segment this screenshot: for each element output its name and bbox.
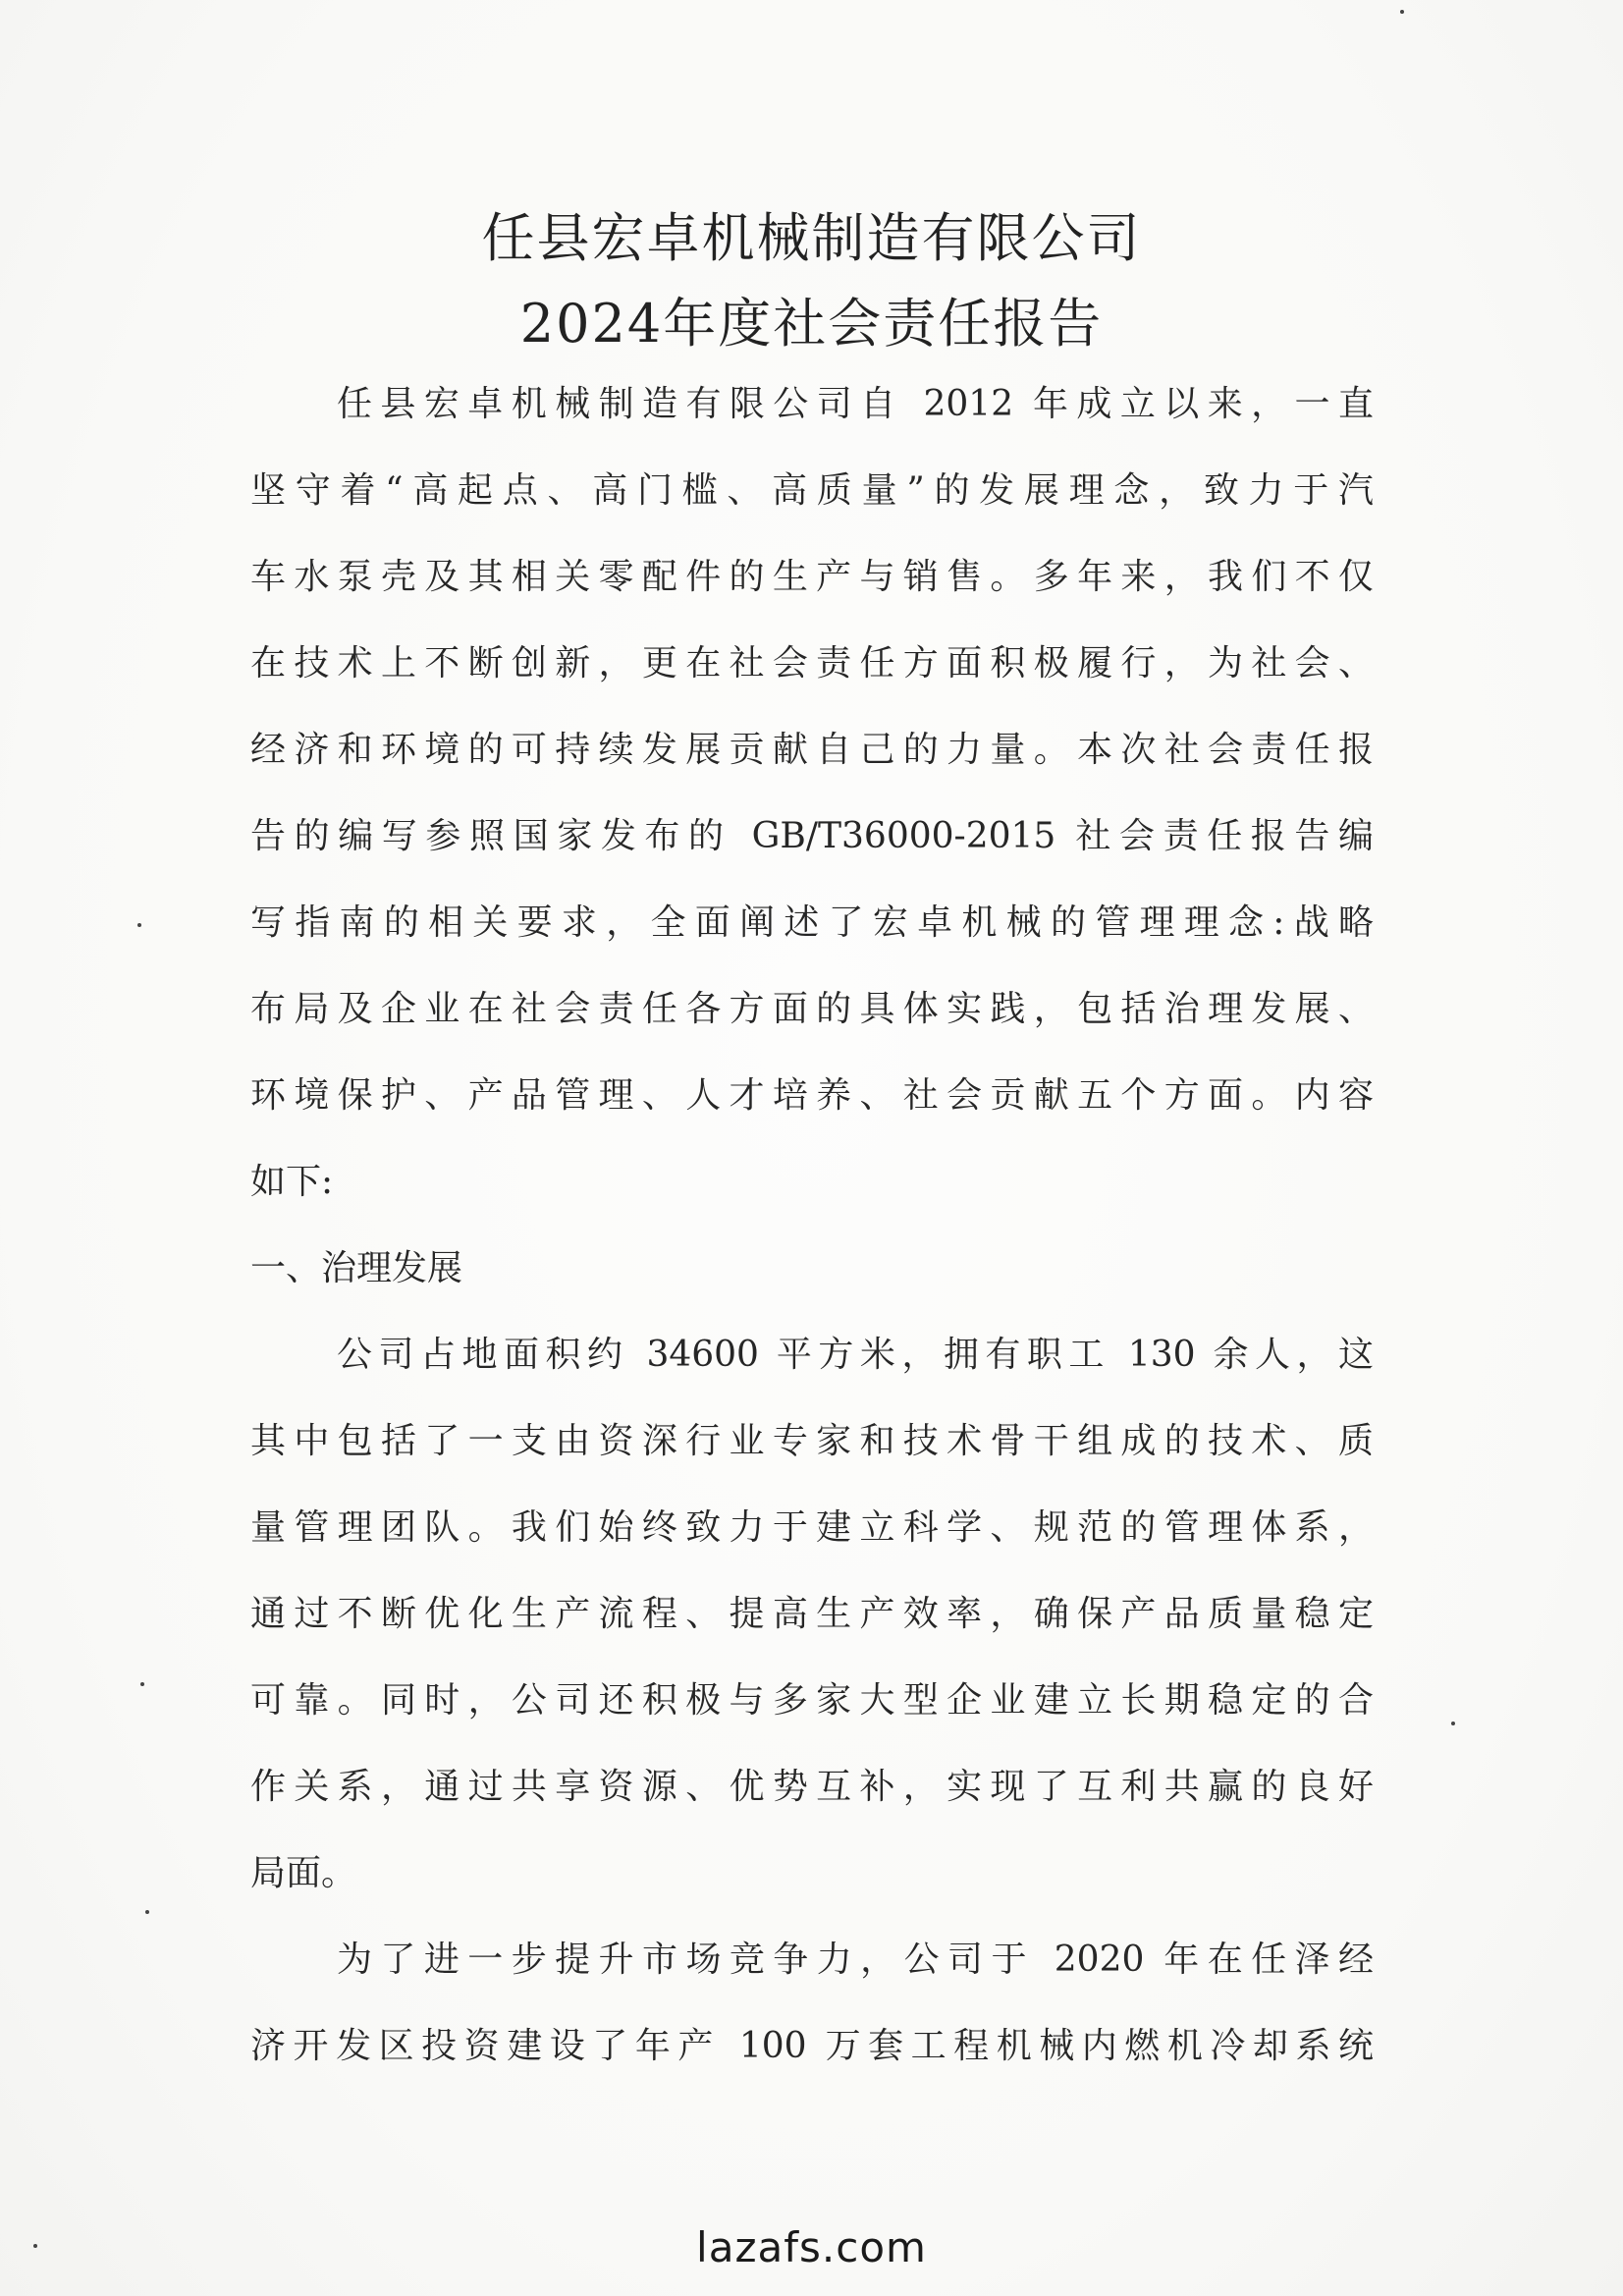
site-watermark: lazafs.com xyxy=(696,2223,927,2271)
body-line: 写指南的相关要求，全面阐述了宏卓机械的管理理念:战略 xyxy=(250,902,1374,943)
body-line: 布局及企业在社会责任各方面的具体实践，包括治理发展、 xyxy=(250,989,1374,1029)
report-title-company: 任县宏卓机械制造有限公司 xyxy=(481,207,1142,269)
scan-speck xyxy=(1451,1722,1455,1725)
body-line: 量管理团队。我们始终致力于建立科学、规范的管理体系， xyxy=(250,1507,1374,1548)
scan-speck xyxy=(145,1910,149,1914)
section-heading: 一、治理发展 xyxy=(250,1248,463,1288)
body-line: 如下: xyxy=(250,1162,334,1202)
scan-speck xyxy=(137,923,141,927)
body-line: 作关系，通过共享资源、优势互补，实现了互利共赢的良好 xyxy=(250,1767,1374,1807)
body-line: 济开发区投资建设了年产 100 万套工程机械内燃机冷却系统 xyxy=(250,2026,1374,2066)
body-line: 坚守着“高起点、高门槛、高质量”的发展理念，致力于汽 xyxy=(250,470,1374,511)
body-line: 告的编写参照国家发布的 GB/T36000-2015 社会责任报告编 xyxy=(250,816,1374,856)
body-line: 车水泵壳及其相关零配件的生产与销售。多年来，我们不仅 xyxy=(250,557,1374,597)
body-line: 可靠。同时，公司还积极与多家大型企业建立长期稳定的合 xyxy=(250,1680,1374,1721)
body-line: 局面。 xyxy=(250,1853,357,1893)
report-title-year: 2024年度社会责任报告 xyxy=(519,293,1104,355)
body-line: 任县宏卓机械制造有限公司自 2012 年成立以来，一直 xyxy=(337,384,1374,424)
body-line: 公司占地面积约 34600 平方米，拥有职工 130 余人，这 xyxy=(337,1335,1374,1375)
body-line: 通过不断优化生产流程、提高生产效率，确保产品质量稳定 xyxy=(250,1594,1374,1634)
scan-speck xyxy=(33,2244,37,2248)
scan-speck xyxy=(140,1682,144,1686)
body-line: 为了进一步提升市场竞争力，公司于 2020 年在任泽经 xyxy=(337,1940,1374,1980)
body-line: 经济和环境的可持续发展贡献自己的力量。本次社会责任报 xyxy=(250,730,1374,770)
body-line: 其中包括了一支由资深行业专家和技术骨干组成的技术、质 xyxy=(250,1421,1374,1461)
body-line: 在技术上不断创新，更在社会责任方面积极履行，为社会、 xyxy=(250,643,1374,683)
scan-speck xyxy=(1400,10,1404,14)
body-line: 环境保护、产品管理、人才培养、社会贡献五个方面。内容 xyxy=(250,1075,1374,1116)
